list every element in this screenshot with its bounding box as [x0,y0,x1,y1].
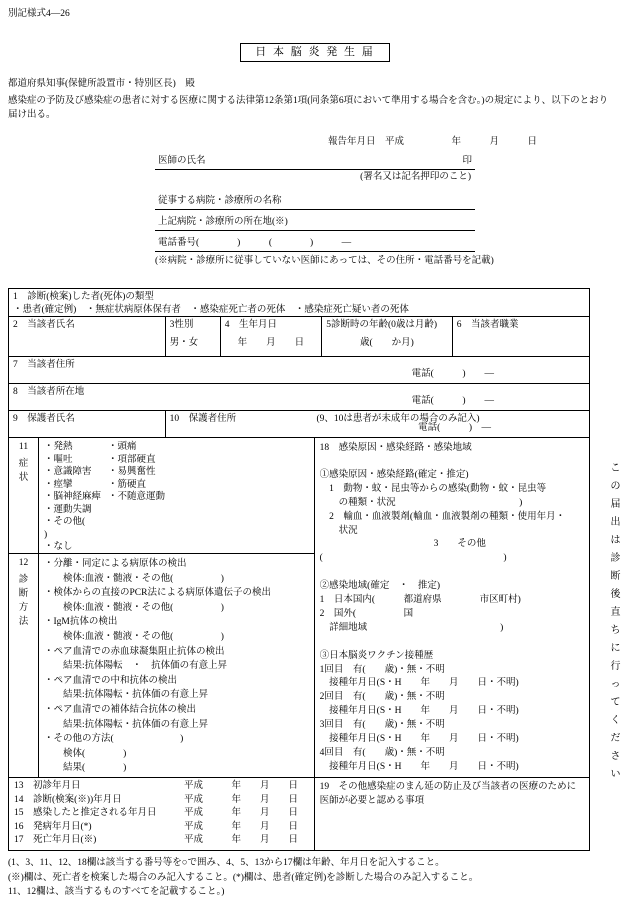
patient-address-label: 7 当該者住所 [13,360,75,370]
infection-line: 3 その他 [319,539,486,550]
doctor-name-label: 医師の氏名 [158,156,206,166]
infection-line: 接種年月日(S・H 年 月 日・不明) [319,678,519,689]
row-patient-location [9,384,589,411]
infection-line: 接種年月日(S・H 年 月 日・不明) [319,734,519,745]
infection-line [320,566,584,580]
infection-line: 接種年月日(S・H 年 月 日・不明) [319,761,519,772]
sex-cell [166,317,221,356]
symptom-item: ・なし [44,542,73,552]
diagnosis-line: ・ペア血清での赤血球凝集阻止抗体の検出 [44,646,225,657]
diagnosis-line: 検体:血液・髄液・その他( ) [44,602,224,613]
diagnosis-line: 結果:抗体陽転・抗体価の有意上昇 [44,719,209,730]
symptom-item: ・筋硬直 [108,479,147,490]
date-row [14,834,309,848]
infection-body [320,455,584,775]
infection-section [315,438,589,777]
symptoms-section-number: 11 [18,442,29,452]
legal-text: 感染症の予防及び感染症の患者に対する医療に関する法律第12条第1項(同条第6項において準用する場合を含む。)の規定により、以下のとおり届け出る。 [8,96,609,120]
footnotes [8,856,622,900]
infection-line: 3回目 有( 歳)・無・不明 [319,720,445,731]
symptoms-section-title: 症状 [18,459,29,483]
diagnosis-section-number: 12 [18,558,29,568]
symptom-item: ・運動失調 [44,504,92,515]
date-label: 13 初診年月日 [14,781,81,791]
bottom-section [9,778,589,850]
date-value: 平成 年 月 日 [184,835,299,845]
date-row [14,807,309,821]
symptom-item: ・嘔吐 [44,454,73,465]
date-label: 17 死亡年月日(※) [14,835,97,845]
guardian-phone: 電話( ) — [418,423,491,433]
doctor-info-block [155,153,494,268]
diagnosis-body [39,554,314,777]
date-value: 平成 年 月 日 [184,821,299,832]
left-column [9,438,315,777]
diagnosis-line: ・分離・同定による病原体の検出 [44,559,187,569]
infection-line [320,636,584,650]
infection-line: 状況 [319,525,358,536]
report-date-line: 報告年月日 平成 年 月 日 [328,137,538,147]
infection-line: 詳細地域 ) [319,622,504,633]
row-patient-address [9,357,589,384]
form-code-label: 別記様式4—26 [8,9,70,19]
diagnosis-line: 検体( ) [44,748,127,759]
infection-line: 4回目 有( 歳)・無・不明 [319,747,445,758]
symptom-item: ・痙攣 [44,479,73,490]
dates-section [9,778,315,850]
occupation-label: 6 当該者職業 [456,320,519,330]
birthdate-units: 年 月 日 [237,338,305,348]
diagnosis-line: 検体:血液・髄液・その他( ) [44,573,224,584]
symptom-column-2 [108,441,165,550]
diagnosis-line: ・検体からの直接のPCR法による病原体遺伝子の検出 [44,588,271,599]
infection-line [320,455,584,469]
patient-location-phone: 電話( ) — [411,396,494,406]
age-units: 歳( か月) [360,338,414,348]
title-row [8,43,622,62]
hospital-name-field: 従事する病院・診療所の名称 [155,193,475,210]
infection-line: 1 動物・蚊・昆虫等からの感染(動物・蚊・昆虫等 [319,483,547,494]
doctor-note: (※病院・診療所に従事していない医師にあっては、その住所・電話番号を記載) [155,256,494,266]
patient-location-label: 8 当該者所在地 [13,387,85,397]
row-case-type [9,289,589,317]
infection-line: の種類・状況 ) [319,497,523,508]
infection-line: ①感染原因・感染経路(確定・推定) [319,469,469,480]
infection-line: 2 輸血・血液製剤(輸血・血液製剤の種類・使用年月・ [319,511,566,522]
date-row [14,780,309,794]
diagnosis-line: 検体:血液・髄液・その他( ) [44,631,224,642]
symptom-item: ・項部硬直 [108,454,156,465]
row-patient-info [9,317,589,357]
footnote-line: (※)欄は、死亡者を検案した場合のみ記入すること。(*)欄は、患者(確定例)を診断した場合のみ記入すること。 [8,872,479,883]
middle-section [9,438,589,778]
symptom-item: ・発熱 [44,442,73,452]
infection-section-header: 18 感染原因・感染経路・感染地域 [319,443,472,453]
age-label: 5診断時の年齢(0歳は月齢) [326,320,438,330]
infection-line: 接種年月日(S・H 年 月 日・不明) [319,706,519,717]
date-row [14,821,309,835]
date-label: 14 診断(検案(※))年月日 [14,794,122,805]
date-value: 平成 年 月 日 [184,781,299,791]
footnote-line: (1、3、11、12、18欄は該当する番号等を○で囲み、4、5、13から17欄は年齢、年月日を記入すること。 [8,858,445,868]
guardian-note: (9、10は患者が未成年の場合のみ記入) [316,414,480,424]
seal-mark: 印 [462,156,472,166]
infection-line: ③日本脳炎ワクチン接種歴 [319,650,434,661]
guardian-name-cell [9,411,166,437]
doctor-name-field [155,153,475,170]
guardian-address-cell [166,411,589,437]
sex-options: 男・女 [169,338,199,348]
remarks-text: 19 その他感染症のまん延の防止及び当該者の医療のために医師が必要と認める事項 [319,782,577,806]
symptom-item: ・脳神経麻痺 [44,492,102,502]
date-label: 15 感染したと推定される年月日 [14,808,157,818]
sex-label: 3性別 [169,320,194,330]
patient-address-phone: 電話( ) — [411,369,494,379]
footnote-line: 11、12欄は、該当するものすべてを記載すること。) [8,887,225,897]
row-guardian [9,411,589,438]
symptoms-section-label [9,438,39,553]
addressee-line: 都道府県知事(保健所設置市・特別区長) 殿 [8,79,195,89]
occupation-cell [453,317,589,356]
age-cell [322,317,453,356]
diagnosis-line: ・ペア血清での補体結合抗体の検出 [44,704,197,715]
patient-name-cell [9,317,166,356]
diagnosis-line: ・ペア血清での中和抗体の検出 [44,675,178,686]
symptoms-body [39,438,314,553]
symptoms-section [9,438,314,554]
diagnosis-line: ・その他の方法( ) [44,734,184,745]
remarks-section [315,778,589,850]
hospital-address-field: 上記病院・診療所の所在地(※) [155,214,475,231]
symptom-item: ・意識障害 [44,467,92,477]
diagnosis-section-label [9,554,39,777]
diagnosis-line: 結果:抗体陽転・抗体価の有意上昇 [44,690,209,701]
date-label: 16 発病年月日(*) [14,821,92,832]
seal-note: (署名又は記名押印のこと) [360,172,471,182]
infection-line: 2 国外( 国 [319,608,509,619]
infection-line: 1回目 有( 歳)・無・不明 [319,664,445,675]
case-type-options: ・患者(確定例) ・無症状病原体保有者 ・感染症死亡者の死体 ・感染症死亡疑い者の死体 [13,304,409,315]
infection-line: 1 日本国内( 都道府県 市区町村) [319,595,521,606]
diagnosis-line: 結果:抗体陽転 ・ 抗体価の有意上昇 [44,661,228,672]
diagnosis-line: ・IgM抗体の検出 [44,617,118,628]
case-type-label: 1 診断(検案)した者(死体)の類型 [13,292,154,302]
guardian-name-label: 9 保護者氏名 [13,414,75,424]
diagnosis-method-section [9,554,314,777]
symptom-item: ・易興奮性 [108,467,156,477]
diagnosis-section-title: 診断方法 [18,575,29,627]
phone-number-field: 電話番号( ) ( ) — [155,235,475,252]
birthdate-label: 4 生年月日 [224,320,277,330]
symptom-column-1 [44,441,108,550]
birthdate-cell [221,317,323,356]
symptom-item: ) [44,529,48,540]
diagnosis-line: 結果( ) [44,763,127,774]
date-value: 平成 年 月 日 [184,794,299,805]
infection-line: ②感染地域(確定 ・ 推定) [319,581,440,592]
symptom-item: ・その他( [44,517,86,527]
guardian-address-line [170,413,585,426]
guardian-address-label: 10 保護者住所 [169,414,237,424]
patient-name-label: 2 当該者氏名 [13,320,75,330]
form-title: 日 本 脳 炎 発 生 届 [240,43,390,62]
infection-line: ( ) [319,553,507,564]
notification-table [8,288,590,851]
symptom-item: ・不随意運動 [108,492,166,502]
side-note-vertical: この届出は診断後直ちに行ってください [610,463,621,780]
date-value: 平成 年 月 日 [184,808,299,818]
symptom-item: ・頭痛 [108,442,137,452]
date-row [14,794,309,808]
infection-line: 2回目 有( 歳)・無・不明 [319,692,445,703]
